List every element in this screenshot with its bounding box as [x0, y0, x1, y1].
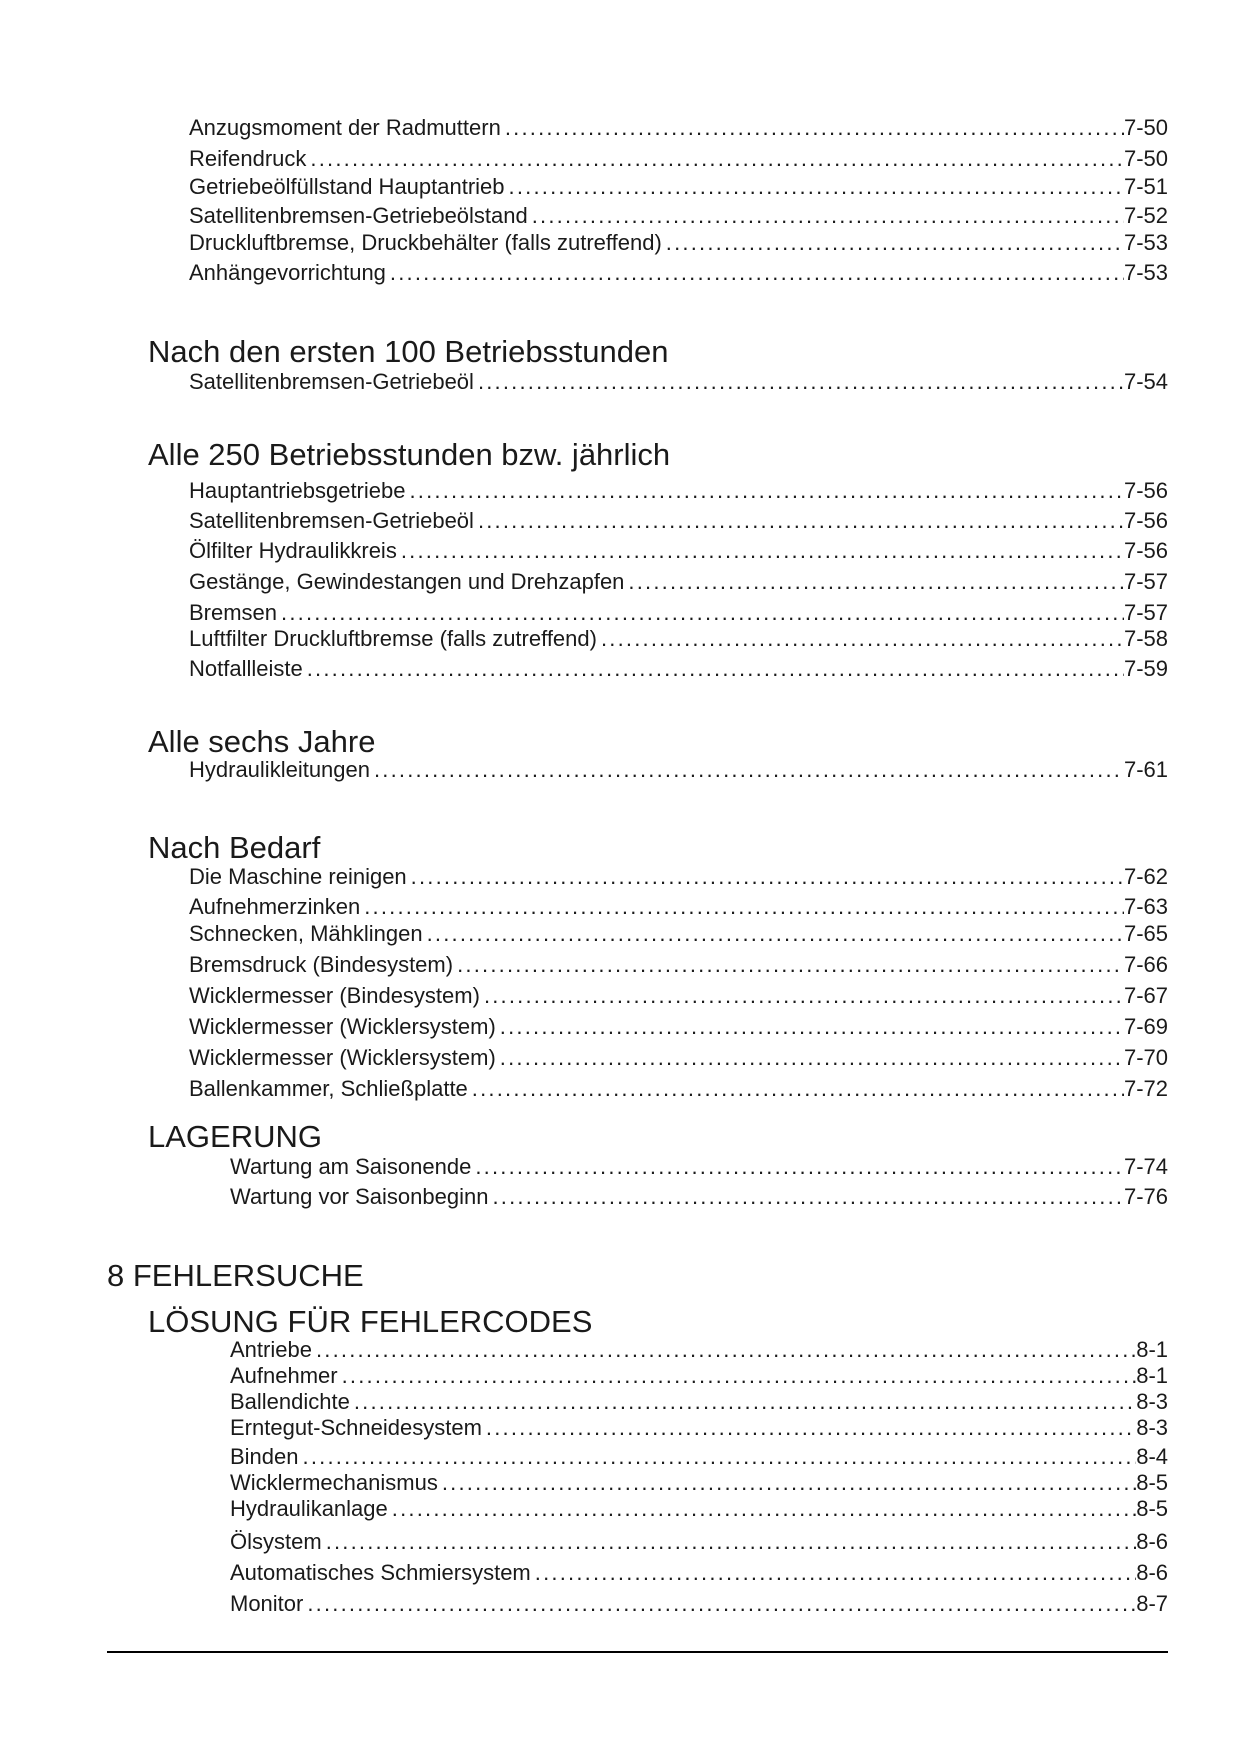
- toc-entry-page: 8-6: [1136, 1560, 1168, 1585]
- toc-leader-dots: [277, 600, 1124, 626]
- toc-entry[interactable]: [189, 1045, 1168, 1071]
- toc-entry-page: 7-50: [1123, 115, 1168, 140]
- toc-entry-label: Ölfilter Hydraulikkreis: [189, 538, 397, 563]
- toc-entry[interactable]: [189, 369, 1168, 395]
- toc-leader-dots: [505, 174, 1124, 200]
- toc-leader-dots: [488, 1184, 1124, 1210]
- toc-entry[interactable]: [189, 569, 1168, 595]
- toc-entry-page: 8-5: [1136, 1496, 1168, 1521]
- toc-entry[interactable]: [189, 174, 1168, 200]
- toc-entry[interactable]: [230, 1470, 1168, 1496]
- toc-leader-dots: [338, 1363, 1137, 1389]
- toc-entry[interactable]: [189, 921, 1168, 947]
- toc-entry[interactable]: [189, 478, 1168, 504]
- toc-entry[interactable]: [230, 1154, 1168, 1180]
- toc-entry-page: 7-56: [1123, 478, 1168, 503]
- chapter-heading: 8 FEHLERSUCHE: [107, 1258, 364, 1293]
- toc-entry-label: Monitor: [230, 1591, 304, 1616]
- toc-entry-label: Aufnehmerzinken: [189, 894, 361, 919]
- footer-rule: [107, 1651, 1168, 1653]
- toc-leader-dots: [350, 1389, 1136, 1415]
- toc-leader-dots: [482, 1415, 1136, 1441]
- toc-entry-label: Satellitenbremsen-Getriebeölstand: [189, 203, 528, 228]
- toc-entry-label: Hydraulikanlage: [230, 1496, 388, 1521]
- toc-entry[interactable]: [230, 1389, 1168, 1415]
- toc-entry-page: 7-56: [1123, 538, 1168, 563]
- toc-entry-label: Hauptantriebsgetriebe: [189, 478, 406, 503]
- toc-entry-label: Satellitenbremsen-Getriebeöl: [189, 369, 474, 394]
- toc-entry-label: Wicklermesser (Wicklersystem): [189, 1045, 496, 1070]
- section-heading: Alle 250 Betriebsstunden bzw. jährlich: [148, 437, 671, 472]
- toc-entry-page: 7-52: [1123, 203, 1168, 228]
- toc-entry-label: Antriebe: [230, 1337, 312, 1362]
- toc-entry[interactable]: [230, 1496, 1168, 1522]
- toc-entry-page: 7-65: [1123, 921, 1168, 946]
- toc-entry-page: 8-5: [1136, 1470, 1168, 1495]
- toc-entry[interactable]: [230, 1363, 1168, 1389]
- toc-leader-dots: [624, 569, 1124, 595]
- toc-entry[interactable]: [189, 894, 1168, 920]
- toc-entry[interactable]: [189, 508, 1168, 534]
- toc-leader-dots: [299, 1444, 1137, 1470]
- toc-leader-dots: [453, 952, 1124, 978]
- toc-entry-page: 7-74: [1123, 1154, 1168, 1179]
- toc-entry-label: Erntegut-Schneidesystem: [230, 1415, 482, 1440]
- toc-leader-dots: [407, 864, 1124, 890]
- toc-entry-page: 8-1: [1136, 1337, 1168, 1362]
- toc-entry-label: Satellitenbremsen-Getriebeöl: [189, 508, 474, 533]
- toc-entry-page: 7-53: [1123, 230, 1168, 255]
- toc-leader-dots: [531, 1560, 1136, 1586]
- toc-entry-page: 7-58: [1123, 626, 1168, 651]
- toc-leader-dots: [306, 146, 1124, 172]
- toc-leader-dots: [303, 656, 1124, 682]
- section-heading: LAGERUNG: [148, 1119, 322, 1154]
- toc-entry[interactable]: [189, 115, 1168, 141]
- toc-entry[interactable]: [189, 983, 1168, 1009]
- toc-leader-dots: [501, 115, 1124, 141]
- toc-entry[interactable]: [189, 538, 1168, 564]
- toc-entry[interactable]: [230, 1184, 1168, 1210]
- toc-entry-page: 7-53: [1123, 260, 1168, 285]
- toc-entry-page: 7-76: [1123, 1184, 1168, 1209]
- toc-leader-dots: [322, 1529, 1137, 1555]
- toc-entry[interactable]: [189, 1014, 1168, 1040]
- toc-leader-dots: [386, 260, 1124, 286]
- toc-entry-label: Wicklermesser (Wicklersystem): [189, 1014, 496, 1039]
- toc-entry-page: 7-57: [1123, 600, 1168, 625]
- toc-entry-label: Notfallleiste: [189, 656, 303, 681]
- toc-leader-dots: [597, 626, 1124, 652]
- toc-entry[interactable]: [189, 864, 1168, 890]
- toc-leader-dots: [312, 1337, 1136, 1363]
- toc-entry[interactable]: [189, 260, 1168, 286]
- toc-entry-page: 7-56: [1123, 508, 1168, 533]
- toc-entry-page: 7-67: [1123, 983, 1168, 1008]
- toc-entry[interactable]: [189, 1076, 1168, 1102]
- toc-entry-page: 8-7: [1136, 1591, 1168, 1616]
- toc-leader-dots: [496, 1014, 1124, 1040]
- toc-entry-page: 7-72: [1123, 1076, 1168, 1101]
- toc-entry-page: 7-50: [1123, 146, 1168, 171]
- toc-entry-label: Ölsystem: [230, 1529, 322, 1554]
- toc-entry-page: 8-3: [1136, 1415, 1168, 1440]
- toc-entry-page: 7-59: [1123, 656, 1168, 681]
- toc-entry[interactable]: [189, 952, 1168, 978]
- toc-entry[interactable]: [189, 600, 1168, 626]
- toc-entry-page: 7-54: [1123, 369, 1168, 394]
- toc-entry-page: 7-57: [1123, 569, 1168, 594]
- toc-leader-dots: [496, 1045, 1124, 1071]
- toc-entry-label: Aufnehmer: [230, 1363, 338, 1388]
- toc-entry-page: 7-66: [1123, 952, 1168, 977]
- toc-entry[interactable]: [189, 146, 1168, 172]
- toc-entry-label: Ballenkammer, Schließplatte: [189, 1076, 468, 1101]
- toc-leader-dots: [303, 1591, 1136, 1617]
- toc-leader-dots: [468, 1076, 1124, 1102]
- toc-leader-dots: [474, 369, 1124, 395]
- toc-entry[interactable]: [230, 1560, 1168, 1586]
- toc-leader-dots: [370, 757, 1124, 783]
- toc-entry-page: 7-69: [1123, 1014, 1168, 1039]
- toc-entry-label: Bremsdruck (Bindesystem): [189, 952, 454, 977]
- toc-entry[interactable]: [230, 1444, 1168, 1470]
- toc-entry-page: 7-63: [1123, 894, 1168, 919]
- toc-entry[interactable]: [189, 203, 1168, 229]
- toc-entry-label: Wartung vor Saisonbeginn: [230, 1184, 489, 1209]
- toc-entry[interactable]: [189, 230, 1168, 256]
- toc-entry-page: 7-61: [1123, 757, 1168, 782]
- toc-leader-dots: [388, 1496, 1136, 1522]
- toc-entry-label: Anhängevorrichtung: [189, 260, 386, 285]
- toc-entry-label: Ballendichte: [230, 1389, 350, 1414]
- toc-leader-dots: [480, 983, 1124, 1009]
- toc-entry[interactable]: [230, 1529, 1168, 1555]
- toc-entry[interactable]: [189, 757, 1168, 783]
- toc-entry-page: 7-51: [1123, 174, 1168, 199]
- toc-entry-page: 8-3: [1136, 1389, 1168, 1414]
- toc-entry-label: Wicklermechanismus: [230, 1470, 438, 1495]
- toc-entry-label: Gestänge, Gewindestangen und Drehzapfen: [189, 569, 625, 594]
- toc-entry-page: 7-62: [1123, 864, 1168, 889]
- toc-leader-dots: [405, 478, 1123, 504]
- toc-entry[interactable]: [189, 656, 1168, 682]
- toc-entry-label: Wicklermesser (Bindesystem): [189, 983, 480, 1008]
- section-heading: Nach Bedarf: [148, 830, 321, 865]
- section-heading: Nach den ersten 100 Betriebsstunden: [148, 334, 669, 369]
- toc-entry-label: Binden: [230, 1444, 299, 1469]
- toc-entry[interactable]: [189, 626, 1168, 652]
- toc-entry-page: 8-1: [1136, 1363, 1168, 1388]
- toc-leader-dots: [471, 1154, 1124, 1180]
- toc-entry-page: 8-4: [1136, 1444, 1168, 1469]
- toc-entry-label: Getriebeölfüllstand Hauptantrieb: [189, 174, 505, 199]
- toc-entry-label: Anzugsmoment der Radmuttern: [189, 115, 501, 140]
- toc-entry-label: Reifendruck: [189, 146, 307, 171]
- toc-entry-label: Luftfilter Druckluftbremse (falls zutreffend): [189, 626, 597, 651]
- toc-leader-dots: [360, 894, 1124, 920]
- toc-entry-label: Schnecken, Mähklingen: [189, 921, 423, 946]
- section-heading: LÖSUNG FÜR FEHLERCODES: [148, 1304, 593, 1339]
- toc-entry-label: Hydraulikleitungen: [189, 757, 370, 782]
- toc-entry[interactable]: [230, 1415, 1168, 1441]
- toc-entry-page: 8-6: [1136, 1529, 1168, 1554]
- toc-entry-label: Wartung am Saisonende: [230, 1154, 472, 1179]
- toc-leader-dots: [423, 921, 1124, 947]
- toc-entry-label: Die Maschine reinigen: [189, 864, 407, 889]
- toc-entry-label: Bremsen: [189, 600, 278, 625]
- toc-entry[interactable]: [230, 1337, 1168, 1363]
- toc-leader-dots: [397, 538, 1124, 564]
- toc-leader-dots: [438, 1470, 1136, 1496]
- toc-leader-dots: [662, 230, 1124, 256]
- toc-entry[interactable]: [230, 1591, 1168, 1617]
- toc-entry-page: 7-70: [1123, 1045, 1168, 1070]
- toc-leader-dots: [528, 203, 1124, 229]
- toc-entry-label: Automatisches Schmiersystem: [230, 1560, 531, 1585]
- toc-entry-label: Druckluftbremse, Druckbehälter (falls zutreffend): [189, 230, 662, 255]
- toc-leader-dots: [474, 508, 1124, 534]
- section-heading: Alle sechs Jahre: [148, 724, 376, 759]
